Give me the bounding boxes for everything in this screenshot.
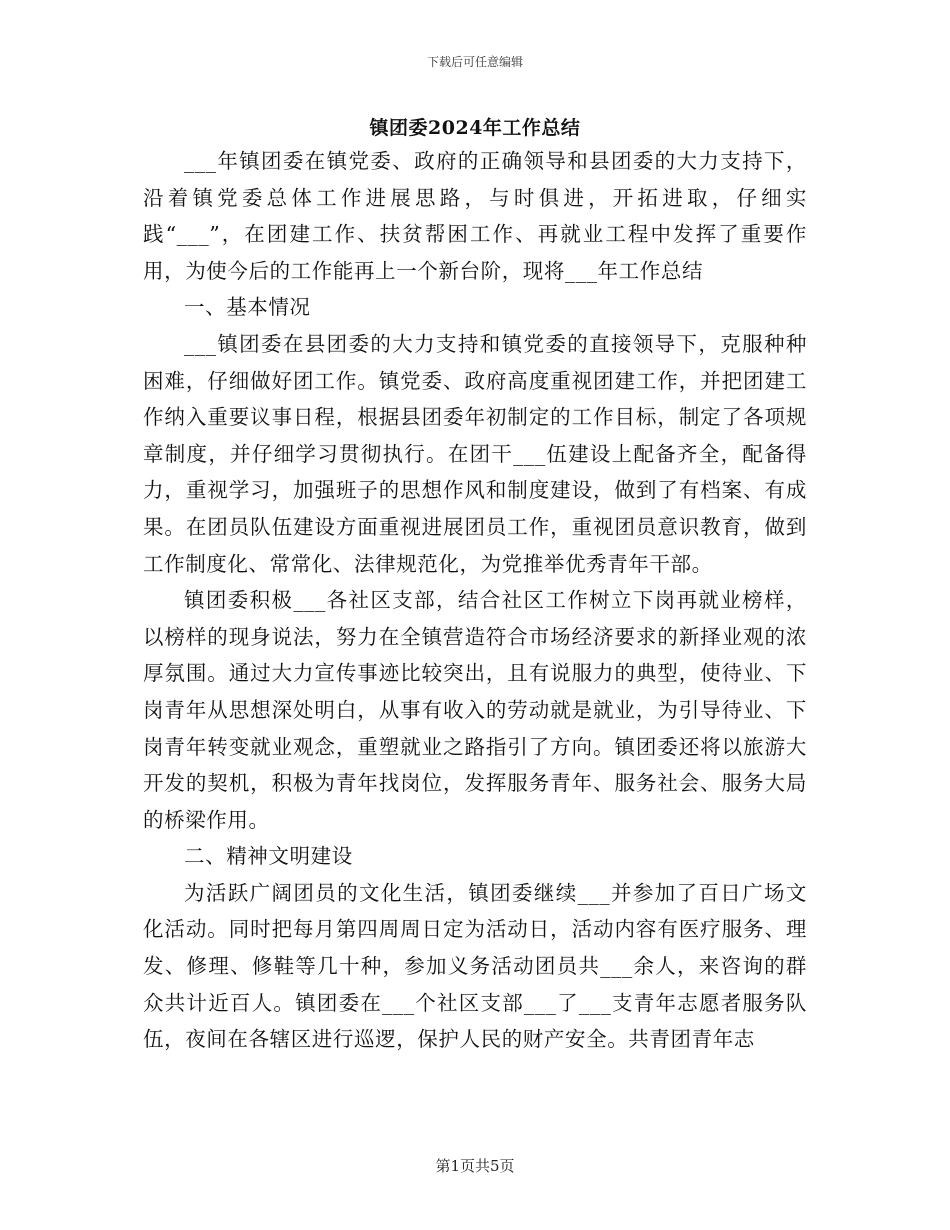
paragraph-employment: 镇团委积极___各社区支部，结合社区工作树立下岗再就业榜样，以榜样的现身说法，努力在全镇营造符合市场经济要求的新择业观的浓厚氛围。通过大力宣传事迹比较突出，且有说服力的典型，使待业、下岗青年从思想深处明白，从事有收入的劳动就是就业，为引导待业、下岗青年转变就业观念，重塑就业之路指引了方向。镇团委还将以旅游大开发的契机，积极为青年找岗位，发挥服务青年、服务社会、服务大局的桥梁作用。: [143, 588, 807, 832]
document-title: 镇团委2024年工作总结: [369, 117, 581, 139]
section-heading-civilization: 二、精神文明建设: [184, 844, 353, 869]
paragraph-basic-situation: ___镇团委在县团委的大力支持和镇党委的直接领导下，克服种种困难，仔细做好团工作。镇党委、政府高度重视团建工作，并把团建工作纳入重要议事日程，根据县团委年初制定的工作目标，制定了各项规章制度，并仔细学习贯彻执行。在团干___伍建设上配备齐全，配备得力，重视学习，加强班子的思想作风和制度建设，做到了有档案、有成果。在团员队伍建设方面重视进展团员工作，重视团员意识教育，做到工作制度化、常常化、法律规范化，为党推举优秀青年干部。: [143, 331, 807, 576]
page-number: 第1页共5页: [435, 1157, 515, 1175]
page-header-note: 下载后可任意编辑: [426, 55, 523, 69]
paragraph-intro: ___年镇团委在镇党委、政府的正确领导和县团委的大力支持下，沿着镇党委总体工作进展思路，与时俱进，开拓进取，仔细实践“___”，在团建工作、扶贫帮困工作、再就业工程中发挥了重要作用，为使今后的工作能再上一个新台阶，现将___年工作总结: [143, 149, 807, 283]
paragraph-civilization: 为活跃广阔团员的文化生活，镇团委继续___并参加了百日广场文化活动。同时把每月第四周周日定为活动日，活动内容有医疗服务、理发、修理、修鞋等几十种，参加义务活动团员共___余人，来咨询的群众共计近百人。镇团委在___个社区支部___了___支青年志愿者服务队伍，夜间在各辖区进行巡逻，保护人民的财产安全。共青团青年志: [143, 880, 807, 1052]
section-heading-basic: 一、基本情况: [184, 295, 311, 320]
document-body: [143, 143, 807, 1058]
